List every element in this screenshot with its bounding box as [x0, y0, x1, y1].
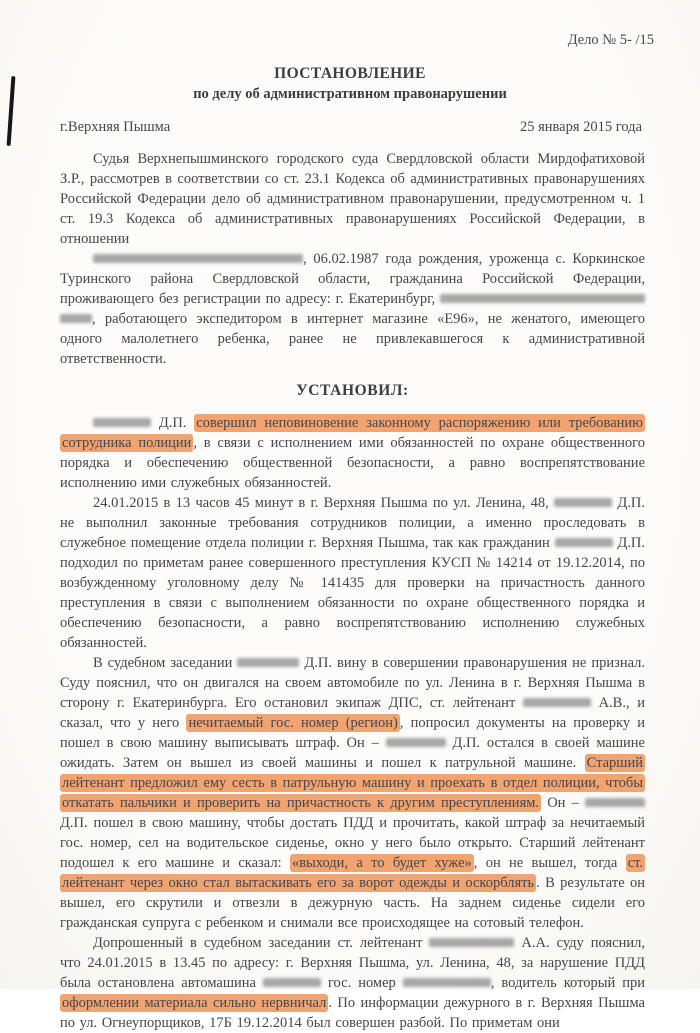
text-run: 24.01.2015 в 13 часов 45 минут в г. Верхняя Пышма по ул. Ленина, 48, [93, 495, 555, 511]
redacted-text [263, 978, 321, 987]
text-run: Он – [541, 795, 585, 811]
text-run: А.А. суду пояснил, что 24.01.2015 в 13.45 по адресу: г. Верхняя Пышма, ул. Ленина, 48, за нарушение ПДД была остановлена автомашина [60, 935, 645, 991]
text-run: . По информации дежурного в г. Верхняя Пышма по ул. Огнеупорщиков, 17Б 19.12.2014 был совершен разбой. По приметам они [60, 995, 645, 1031]
text-run: , водитель который при [490, 975, 646, 991]
text-run: . В результате он вышел, его скрутили и отвезли в дежурную часть. На заднем сиденье сидели его гражданская супруга с ребенком и снимали все происходящее на сотовый телефон. [60, 875, 645, 931]
highlighted-text: Старший лейтенант предложил ему сесть в патрульную машину и проехать в отдел полиции, чтобы откатать пальчики и проверить на причастность к другим преступлениям. [62, 755, 643, 811]
redacted-text [60, 314, 92, 323]
text-run: Д.П. [151, 415, 195, 431]
redacted-text [523, 698, 591, 707]
text-run: , он не вышел, тогда [473, 855, 626, 871]
redacted-text [429, 938, 514, 947]
document-title: ПОСТАНОВЛЕНИЕ [274, 65, 426, 82]
text-run: , 06.02.1987 года рождения, уроженца с. Коркинское Туринского района Свердловской области, гражданина Российской Федерации, проживающего без регистрации по адресу: г. Екатеринбург, [60, 251, 645, 307]
document-subtitle: по делу об административном правонарушении [193, 86, 507, 102]
text-run: Д.П. вину в совершении правонарушения не признал. Суду пояснил, что он двигался на своем автомобиле по ул. Ленина в г. Верхняя Пышма в сторону г. Екатеринбурга. Его остановил экипаж ДПС, ст. лейтенант [60, 655, 646, 711]
paragraph-defendant-testimony [60, 653, 645, 933]
text-run: А.В., и сказал, что у него [60, 695, 645, 731]
paragraph-incident-details [60, 493, 645, 653]
section-heading-ustanovil: УСТАНОВИЛ: [296, 382, 409, 399]
text-run: Судья Верхнепышминского городского суда Свердловской области Мирдофатиховой З.Р., рассмотрев в соответствии со ст. 23.1 Кодекса об административных правонарушениях Российской Федерации дело об административном правонарушении, предусмотренном ч. 1 ст. 19.3 Кодекса об административных правонарушениях Российской Федерации, в отношении [60, 151, 645, 247]
redacted-text [93, 254, 303, 263]
redacted-text [386, 738, 446, 747]
text-run: В судебном заседании [93, 655, 238, 671]
paragraph-offense-statement [60, 413, 645, 493]
text-run: Допрошенный в судебном заседании ст. лейтенант [93, 935, 430, 951]
text-run: Д.П. остался в своей машине ожидать. Затем он вышел из своей машины и пошел к патрульной машине. [60, 735, 645, 771]
redacted-text [403, 978, 491, 987]
redacted-text [440, 294, 645, 303]
redacted-text [555, 538, 613, 547]
text-run: гос. номер [320, 975, 403, 991]
text-run: Д.П. пошел в свою машину, чтобы достать ПДД и прочитать, какой штраф за нечитаемый гос. номер, сел на водительское сиденье, окно у него было открыто. Старший лейтенант подошел к его машине и сказал: [60, 815, 645, 871]
text-run: , попросил документы на проверку и пошел в свою машину выписывать штраф. Он – [60, 715, 645, 751]
text-run: , в связи с исполнением ими обязанностей по охране общественного порядка и обеспечению общественной безопасности, а равно воспрепятствование исполнению ими служебных обязанностей. [60, 435, 646, 491]
redacted-text [93, 418, 151, 427]
city-date-row [60, 117, 642, 137]
highlighted-text: «выходи, а то будет хуже» [291, 855, 472, 871]
highlighted-text: нечитаемый гос. номер (регион) [188, 715, 398, 731]
case-number: Дело № 5- /15 [567, 32, 654, 48]
city-label: г.Верхняя Пышма [60, 119, 171, 135]
date-label: 25 января 2015 года [519, 119, 642, 135]
text-run: Д.П. подходил по приметам ранее совершенного преступления КУСП № 14214 от 19.12.2014, по возбужденному уголовному делу № 141435 для проверки на причастность данного преступления в связи с выполнением обязанности по охране общественного порядка и обеспечению безопасности, а равно воспрепятствованию исполнению служебных обязанностей. [60, 535, 645, 651]
document-body [60, 149, 645, 1033]
text-run: , работающего экспедитором в интернет магазине «Е96», не женатого, имеющего одного малолетнего ребенка, ранее не привлекавшегося к административной ответственности. [60, 311, 645, 367]
redacted-text [237, 658, 299, 667]
paragraph-judge-intro [60, 149, 645, 249]
paragraph-officer-testimony [60, 933, 645, 1033]
highlighted-text: совершил неповиновение законному распоряжению или требованию сотрудника полиции [62, 415, 643, 451]
highlighted-text: оформлении материала сильно нервничал [62, 995, 327, 1011]
text-run: Д.П. не выполнил законные требования сотрудников полиции, а именно проследовать в служебное помещение отдела полиции г. Верхняя Пышма, так как гражданин [60, 495, 645, 551]
redacted-text [585, 798, 645, 807]
highlighted-text: ст. лейтенант через окно стал вытаскивать его за ворот одежды и оскорблять [62, 855, 643, 891]
redacted-text [554, 498, 612, 507]
paragraph-defendant-details [60, 249, 645, 369]
